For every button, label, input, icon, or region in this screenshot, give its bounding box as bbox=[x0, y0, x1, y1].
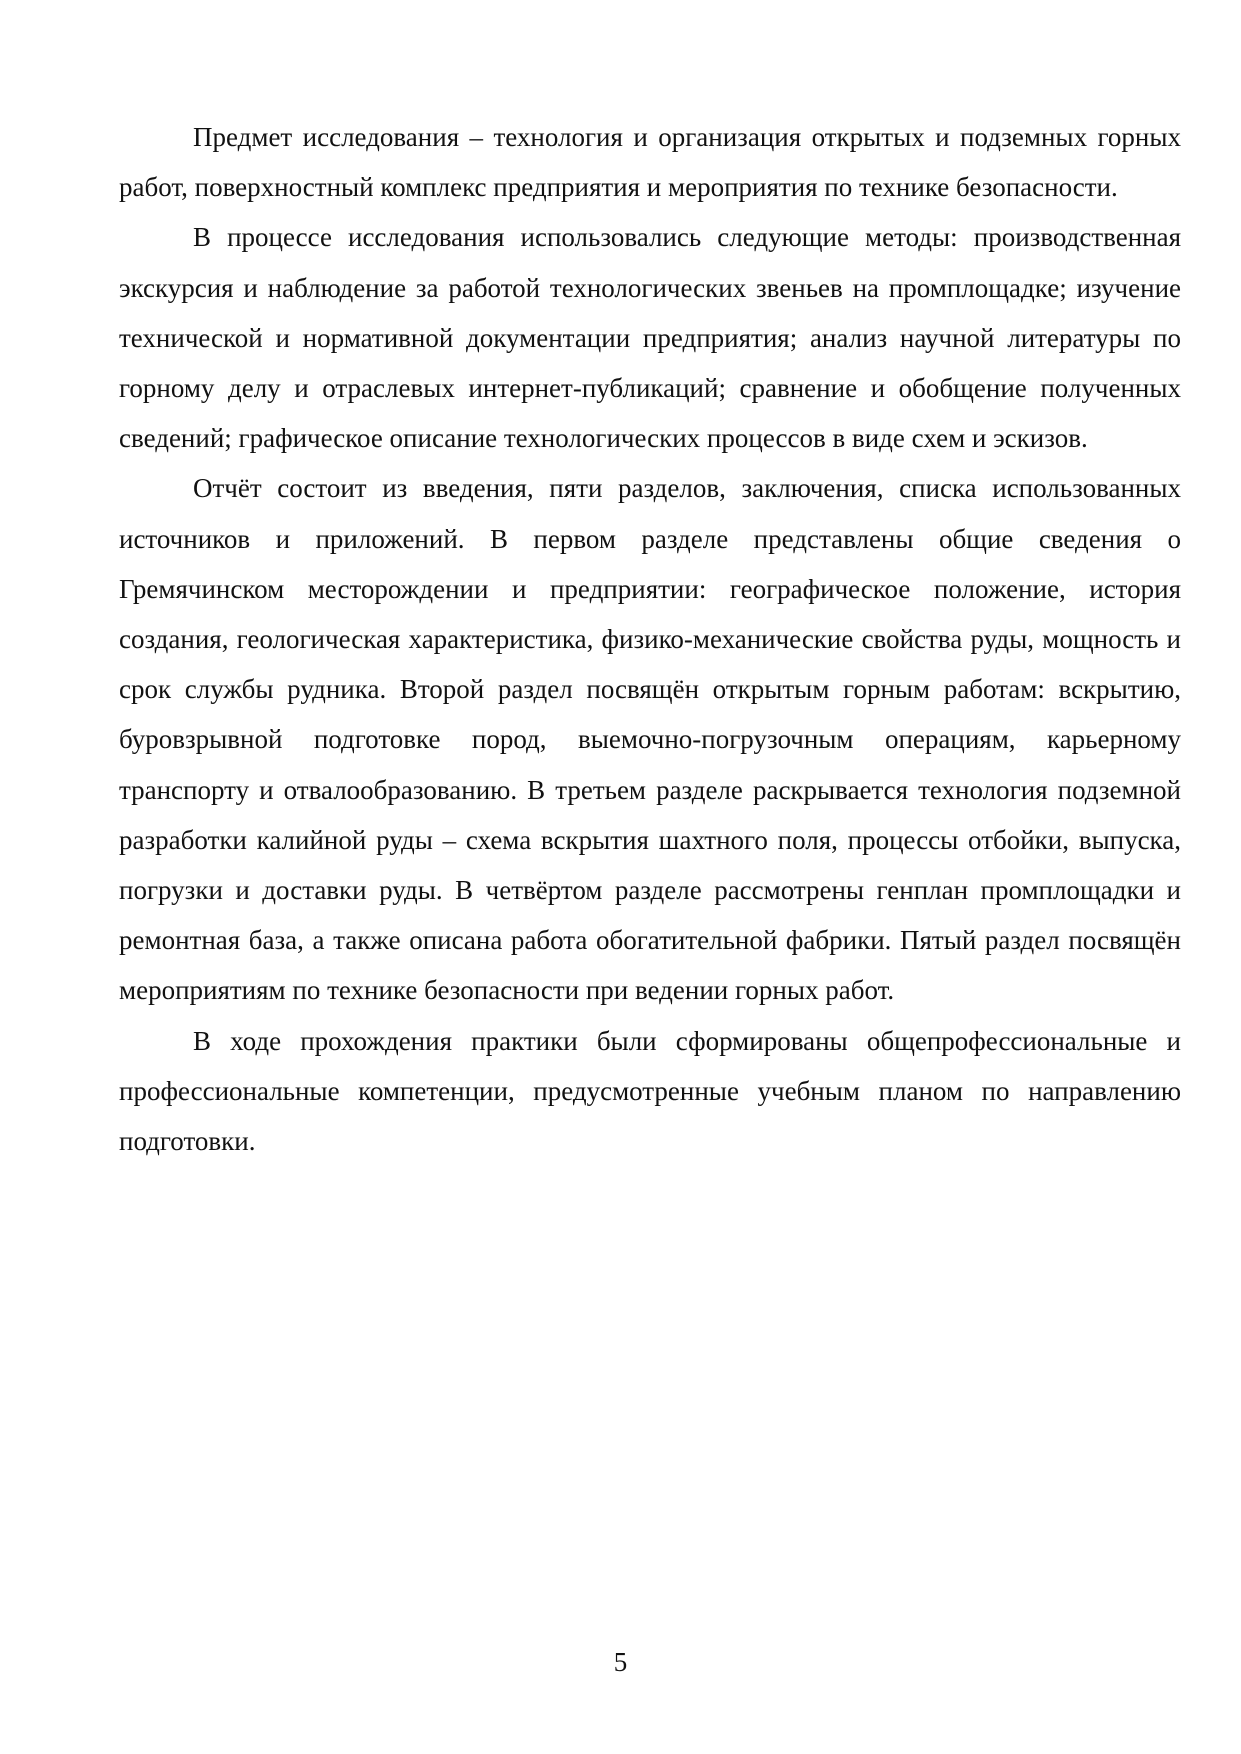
paragraph-competencies: В ходе прохождения практики были сформированы общепрофессиональные и профессиональные компетенции, предусмотренные учебным планом по направлению подготовки. bbox=[119, 1025, 1181, 1157]
page-number: 5 bbox=[613, 1647, 628, 1677]
paragraph-report-structure: Отчёт состоит из введения, пяти разделов, заключения, списка использованных источников и приложений. В первом разделе представлены общие сведения о Гремячинском месторождении и предприятии: географическое положение, история создания, геологическая характеристика, физико-механические свойства руды, мощность и срок службы рудника. Второй раздел посвящён открытым горным работам: вскрытию, буровзрывной подготовке пород, выемочно-погрузочным операциям, карьерному транспорту и отвалообразованию. В третьем разделе раскрывается технология подземной разработки калийной руды – схема вскрытия шахтного поля, процессы отбойки, выпуска, погрузки и доставки руды. В четвёртом разделе рассмотрены генплан промплощадки и ремонтная база, а также описана работа обогатительной фабрики. Пятый раздел посвящён мероприятиям по технике безопасности при ведении горных работ. bbox=[119, 473, 1181, 1006]
paragraph-research-methods: В процессе исследования использовались следующие методы: производственная экскурсия и наблюдение за работой технологических звеньев на промплощадке; изучение технической и нормативной документации предприятия; анализ научной литературы по горному делу и отраслевых интернет-публикаций; сравнение и обобщение полученных сведений; графическое описание технологических процессов в виде схем и эскизов. bbox=[119, 222, 1181, 454]
body-text bbox=[119, 112, 1181, 1166]
paragraph-research-subject: Предмет исследования – технология и организация открытых и подземных горных работ, поверхностный комплекс предприятия и мероприятия по технике безопасности. bbox=[119, 122, 1181, 203]
